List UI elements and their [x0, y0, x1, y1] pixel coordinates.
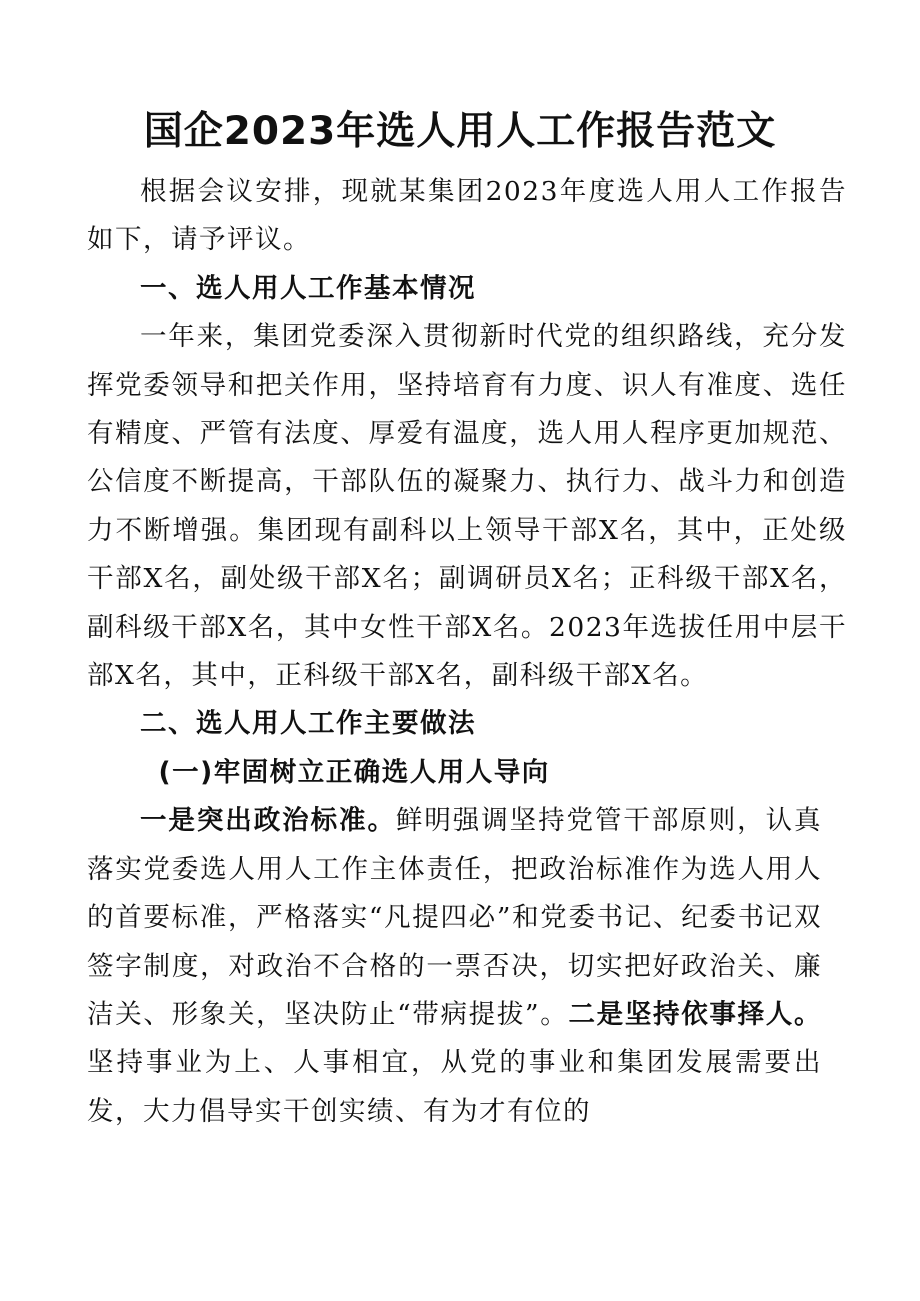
- point-one-text: 鲜明强调坚持党管干部原则，认真落实党委选人用人工作主体责任，把政治标准作为选人用人的首要标准，严格落实“凡提四必”和党委书记、纪委书记双签字制度，对政治不合格的一票否决，切实把好政治关、廉洁关、形象关，坚决防止“带病提拔”。: [87, 805, 823, 1030]
- subsection-heading-orientation: (一)牢固树立正确选人用人导向: [158, 756, 550, 788]
- document-body: [87, 168, 847, 1136]
- intro-paragraph: 根据会议安排，现就某集团2023年度选人用人工作报告如下，请予评议。: [87, 176, 847, 256]
- point-two-lead: 二是坚持依事择人。: [568, 998, 822, 1030]
- basic-situation-paragraph: 一年来，集团党委深入贯彻新时代党的组织路线，充分发挥党委领导和把关作用，坚持培育有力度、识人有准度、选任有精度、严管有法度、厚爱有温度，选人用人程序更加规范、公信度不断提高，干部队伍的凝聚力、执行力、战斗力和创造力不断增强。集团现有副科以上领导干部X名，其中，正处级干部X名，副处级干部X名；副调研员X名；正科级干部X名，副科级干部X名，其中女性干部X名。2023年选拔任用中层干部X名，其中，正科级干部X名，副科级干部X名。: [87, 321, 847, 692]
- point-two-text: 坚持事业为上、人事相宜，从党的事业和集团发展需要出发，大力倡导实干创实绩、有为才有位的: [87, 1047, 822, 1127]
- point-one-lead: 一是突出政治标准。: [140, 805, 396, 837]
- document-title: 国企2023年选人用人工作报告范文: [143, 109, 777, 154]
- section-heading-main-practices: 二、选人用人工作主要做法: [140, 708, 476, 740]
- practice-paragraph: [87, 797, 822, 1136]
- section-heading-basic-situation: 一、选人用人工作基本情况: [140, 272, 476, 304]
